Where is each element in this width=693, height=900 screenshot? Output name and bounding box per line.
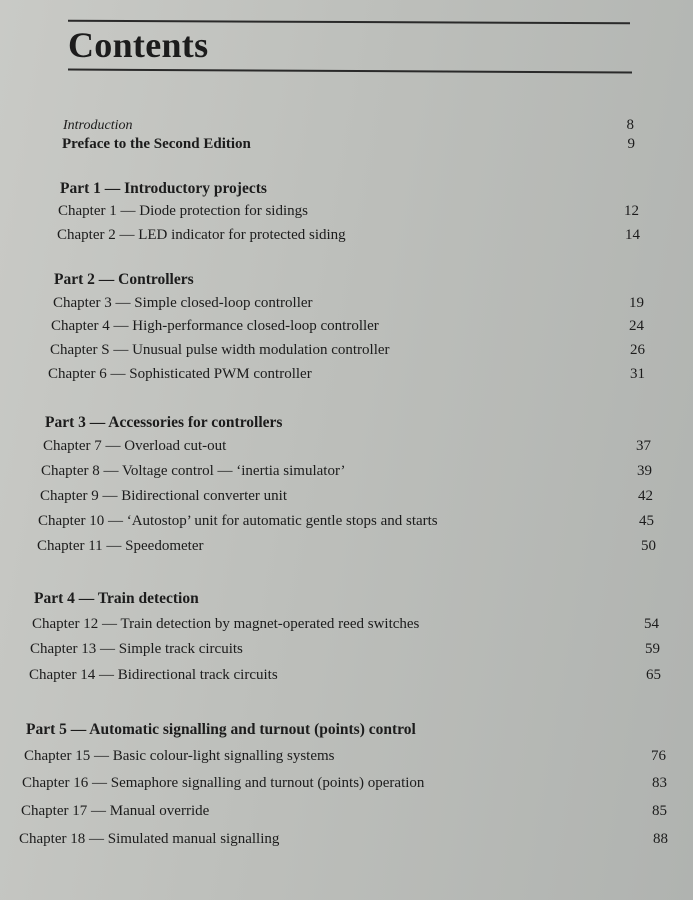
toc-entry xyxy=(41,463,652,485)
toc-entry-page: 39 xyxy=(637,463,652,479)
toc-entry-label: Chapter 7 — Overload cut-out xyxy=(43,438,227,454)
toc-entry-page: 59 xyxy=(645,641,660,657)
toc-entry-page: 83 xyxy=(652,775,667,791)
part-heading-label: Part 2 — Controllers xyxy=(54,271,194,288)
toc-entry xyxy=(22,775,667,797)
toc-entry-page: 9 xyxy=(627,136,635,152)
toc-entry-page: 8 xyxy=(626,117,634,133)
toc-entry xyxy=(51,318,644,340)
toc-entry-label: Chapter 17 — Manual override xyxy=(21,803,210,819)
toc-entry-page: 24 xyxy=(629,318,644,334)
toc-entry xyxy=(40,488,653,510)
toc-entry xyxy=(53,295,644,317)
toc-entry-label: Chapter 3 — Simple closed-loop controller xyxy=(53,295,313,311)
part-heading xyxy=(34,590,659,612)
toc-entry-preface xyxy=(62,136,635,158)
toc-entry-label: Chapter 13 — Simple track circuits xyxy=(30,641,243,657)
toc-entry-page: 88 xyxy=(653,831,668,847)
toc-entry-label: Chapter 6 — Sophisticated PWM controller xyxy=(48,366,312,382)
toc-entry xyxy=(58,203,639,225)
part-heading-label: Part 4 — Train detection xyxy=(34,590,199,607)
toc-entry-label: Chapter 12 — Train detection by magnet-operated reed switches xyxy=(32,616,420,632)
toc-entry-label: Chapter 10 — ‘Autostop’ unit for automatic gentle stops and starts xyxy=(38,513,438,529)
toc-entry-label: Chapter S — Unusual pulse width modulation controller xyxy=(50,342,390,358)
part-heading-label: Part 3 — Accessories for controllers xyxy=(45,414,283,431)
toc-entry xyxy=(21,803,667,825)
toc-entry-page: 50 xyxy=(641,538,656,554)
toc-entry-page: 26 xyxy=(630,342,645,358)
part-heading xyxy=(60,180,640,202)
toc-entry xyxy=(29,667,661,689)
toc-entry-page: 42 xyxy=(638,488,653,504)
toc-entry-label: Chapter 18 — Simulated manual signalling xyxy=(19,831,280,847)
toc-entry-label: Chapter 8 — Voltage control — ‘inertia simulator’ xyxy=(41,463,346,479)
toc-entry-page: 85 xyxy=(652,803,667,819)
toc-entry xyxy=(37,538,656,560)
toc-entry xyxy=(30,641,660,663)
toc-entry-page: 65 xyxy=(646,667,661,683)
part-heading-label: Part 5 — Automatic signalling and turnout (points) control xyxy=(26,721,416,738)
toc-entry xyxy=(48,366,645,388)
toc-entry-page: 19 xyxy=(629,295,644,311)
toc-entry-label: Chapter 1 — Diode protection for sidings xyxy=(58,203,308,219)
toc-entry-label: Chapter 16 — Semaphore signalling and turnout (points) operation xyxy=(22,775,425,791)
toc-entry-label: Chapter 14 — Bidirectional track circuits xyxy=(29,667,278,683)
toc-entry xyxy=(24,748,666,770)
toc-entry xyxy=(19,831,668,853)
toc-entry-label: Chapter 2 — LED indicator for protected siding xyxy=(57,227,346,243)
toc-entry xyxy=(32,616,659,638)
toc-entry-label: Chapter 9 — Bidirectional converter unit xyxy=(40,488,288,504)
part-heading-label: Part 1 — Introductory projects xyxy=(60,180,267,197)
part-heading xyxy=(26,721,666,743)
toc-entry-page: 14 xyxy=(625,227,640,243)
toc-entry-page: 31 xyxy=(630,366,645,382)
toc-entry xyxy=(50,342,645,364)
toc-entry xyxy=(43,438,651,460)
toc-entry-label: Introduction xyxy=(63,118,133,133)
part-heading xyxy=(54,271,644,293)
page-title: Contents xyxy=(68,25,209,65)
toc-entry-label: Preface to the Second Edition xyxy=(62,136,251,152)
toc-entry-page: 76 xyxy=(651,748,666,764)
toc-entry-label: Chapter 15 — Basic colour-light signalling systems xyxy=(24,748,335,764)
title-underline-rule xyxy=(68,69,632,74)
toc-entry-page: 45 xyxy=(639,513,654,529)
part-heading xyxy=(45,414,650,436)
toc-entry-page: 12 xyxy=(624,203,639,219)
toc-entry-label: Chapter 11 — Speedometer xyxy=(37,538,204,554)
toc-entry xyxy=(38,513,654,535)
toc-entry-page: 37 xyxy=(636,438,651,454)
toc-entry-label: Chapter 4 — High-performance closed-loop controller xyxy=(51,318,379,334)
toc-entry xyxy=(57,227,640,249)
toc-entry-page: 54 xyxy=(644,616,659,632)
